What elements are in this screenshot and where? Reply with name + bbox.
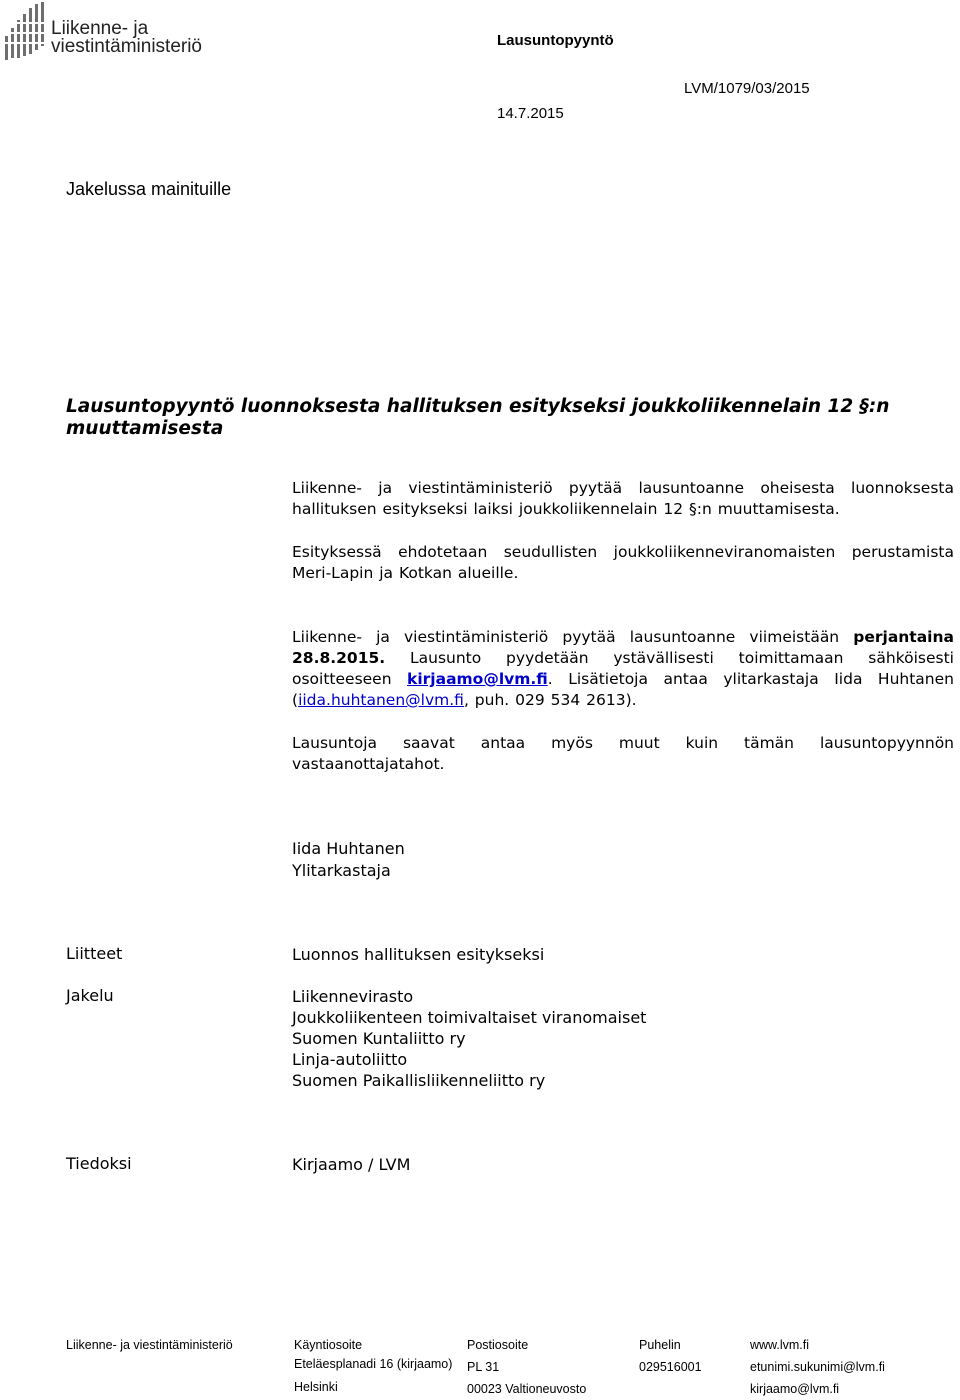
footer-organization: Liikenne- ja viestintäministeriö bbox=[66, 1338, 233, 1352]
footer-contact bbox=[750, 1334, 885, 1400]
document-type: Lausuntopyyntö bbox=[497, 32, 614, 49]
footer-phone-number: 029516001 bbox=[639, 1360, 702, 1374]
footer-phone bbox=[639, 1334, 702, 1378]
footer-post-code: 00023 Valtioneuvosto bbox=[467, 1382, 587, 1396]
footer-visiting-address bbox=[294, 1334, 459, 1398]
footer-visit-label: Käyntiosoite bbox=[294, 1338, 363, 1352]
distribution-label: Jakelu bbox=[66, 986, 114, 1005]
document-title: Lausuntopyyntö luonnoksesta hallituksen esitykseksi joukkoliikennelain 12 §:n muuttamisesta bbox=[66, 396, 890, 439]
footer-postal-address bbox=[467, 1334, 586, 1400]
text-span: , puh. 029 534 2613). bbox=[463, 691, 637, 709]
signer-name: Iida Huhtanen bbox=[292, 839, 405, 858]
paragraph-deadline bbox=[292, 627, 954, 711]
text-span: Lausunto pyydetään ystävällisesti toimittamaan sähköisesti osoitteeseen bbox=[292, 649, 954, 688]
signer-role: Ylitarkastaja bbox=[292, 861, 391, 880]
paragraph-text: Lausuntoja saavat antaa myös muut kuin tämän lausuntopyynnön vastaanottajatahot. bbox=[292, 734, 954, 773]
paragraph-proposal bbox=[292, 542, 954, 584]
text-span: . Lisätietoja antaa ylitarkastaja Iida Huhtanen ( bbox=[292, 670, 954, 709]
document-date: 14.7.2015 bbox=[497, 105, 564, 122]
registry-email-link[interactable]: kirjaamo@lvm.fi bbox=[407, 670, 548, 688]
footer-email-pattern: etunimi.sukunimi@lvm.fi bbox=[750, 1360, 885, 1374]
list-item: Suomen Paikallisliikenneliitto ry bbox=[292, 1071, 546, 1090]
contact-email-link[interactable]: iida.huhtanen@lvm.fi bbox=[298, 691, 464, 709]
logo-line-1: Liikenne- ja bbox=[51, 18, 149, 39]
list-item: Kirjaamo / LVM bbox=[292, 1155, 411, 1174]
list-item: Joukkoliikenteen toimivaltaiset viranomaiset bbox=[292, 1008, 647, 1027]
logo-line-2: viestintäministeriö bbox=[51, 36, 202, 57]
footer-email[interactable]: kirjaamo@lvm.fi bbox=[750, 1382, 840, 1396]
reference-number: LVM/1079/03/2015 bbox=[684, 80, 810, 97]
footer-visit-city: Helsinki bbox=[294, 1380, 338, 1394]
cc-label: Tiedoksi bbox=[66, 1154, 132, 1173]
recipient-line: Jakelussa mainituille bbox=[66, 179, 232, 199]
list-item: Luonnos hallituksen esitykseksi bbox=[292, 945, 545, 964]
footer-phone-label: Puhelin bbox=[639, 1338, 681, 1352]
paragraph-others bbox=[292, 733, 954, 775]
distribution-list bbox=[292, 986, 646, 1091]
deadline-date: perjantaina 28.8.2015. bbox=[292, 628, 954, 667]
text-span: Liikenne- ja viestintäministeriö pyytää lausuntoanne viimeistään bbox=[292, 628, 854, 646]
paragraph-request bbox=[292, 478, 954, 520]
footer-web[interactable]: www.lvm.fi bbox=[750, 1338, 810, 1352]
logo-wordmark bbox=[51, 20, 202, 56]
paragraph-text bbox=[292, 627, 954, 711]
logo-mark-icon bbox=[3, 2, 51, 64]
footer-post-box: PL 31 bbox=[467, 1360, 500, 1374]
footer-visit-street: Eteläesplanadi 16 (kirjaamo) bbox=[294, 1357, 453, 1371]
attachments-label: Liitteet bbox=[66, 944, 123, 963]
cc-list bbox=[292, 1154, 410, 1175]
paragraph-text: Liikenne- ja viestintäministeriö pyytää lausuntoanne oheisesta luonnoksesta hallituksen esitykseksi laiksi joukkoliikennelain 12 §:n muuttamisesta. bbox=[292, 479, 954, 518]
paragraph-text: Esityksessä ehdotetaan seudullisten joukkoliikenneviranomaisten perustamista Meri-Lapin ja Kotkan alueille. bbox=[292, 543, 954, 582]
footer-post-label: Postiosoite bbox=[467, 1338, 529, 1352]
list-item: Liikennevirasto bbox=[292, 987, 414, 1006]
attachments-list bbox=[292, 944, 544, 965]
list-item: Suomen Kuntaliitto ry bbox=[292, 1029, 466, 1048]
list-item: Linja-autoliitto bbox=[292, 1050, 408, 1069]
